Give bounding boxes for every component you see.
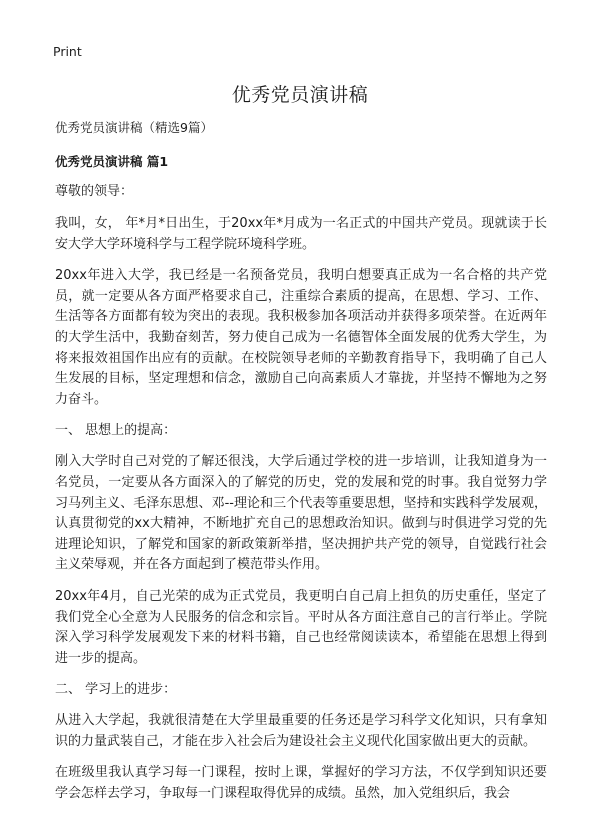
document-body bbox=[55, 118, 547, 816]
document-subtitle: 优秀党员演讲稿（精选9篇） bbox=[55, 120, 213, 135]
paragraph-ideology: 刚入大学时自己对党的了解还很浅，大学后通过学校的进一步培训，让我知道身为一名党员，一定要从各方面深入的了解党的历史，党的发展和党的时事。我自觉努力学习马列主义、毛泽东思想、邓--理论和三个代表等重要思想，坚持和实践科学发展观，认真贯彻党的xx大精神，不断地扩充自己的思想政治知识。做到与时俱进学习党的先进理论知识，了解党和国家的新政策新举措，坚决拥护共产党的领导，自觉践行社会主义荣辱观，并在各方面起到了模范带头作用。 bbox=[55, 454, 547, 573]
paragraph-intro: 我叫，女， 年*月*日出生，于20xx年*月成为一名正式的中国共产党员。现就读于长安大学大学环境科学与工程学院环境科学班。 bbox=[55, 216, 547, 252]
heading-study: 二、 学习上的进步： bbox=[55, 682, 177, 698]
paragraph-study-goal: 从进入大学起，我就很清楚在大学里最重要的任务还是学习科学文化知识，只有拿知识的力量武装自己，才能在步入社会后为建设社会主义现代化国家做出更大的贡献。 bbox=[55, 713, 547, 749]
print-link[interactable]: Print bbox=[53, 44, 82, 59]
paragraph-membership: 20xx年4月，自己光荣的成为正式党员，我更明白自己肩上担负的历史重任，坚定了我们党全心全意为人民服务的信念和宗旨。平时从各方面注意自己的言行举止。学院深入学习科学发展观发下来的材料书籍，自己也经常阅读读本，希望能在思想上得到进一步的提高。 bbox=[55, 588, 547, 666]
salutation: 尊敬的领导： bbox=[55, 184, 134, 199]
heading-ideology: 一、 思想上的提高： bbox=[55, 423, 177, 439]
paragraph-study-class: 在班级里我认真学习每一门课程，按时上课，掌握好的学习方法，不仅学到知识还要学会怎样去学习，争取每一门课程取得优异的成绩。虽然，加入党组织后，我会 bbox=[55, 765, 547, 802]
paragraph-entry: 20xx年进入大学，我已经是一名预备党员，我明白想要真正成为一名合格的共产党员，就一定要从各方面严格要求自己，注重综合素质的提高，在思想、学习、工作、生活等各方面都有较为突出的表现。我积极参加各项活动并获得多项荣誉。在近两年的大学生活中，我勤奋刻苦，努力使自己成为一名德智体全面发展的优秀大学生，为将来报效祖国作出应有的贡献。在校院领导老师的辛勤教育指导下，我明确了自己人生发展的目标，坚定理想和信念，激励自己向高素质人才靠拢，并坚持不懈地为之努力奋斗。 bbox=[55, 268, 547, 407]
section-heading: 优秀党员演讲稿 篇1 bbox=[55, 154, 169, 169]
page-title: 优秀党员演讲稿 bbox=[231, 84, 369, 106]
